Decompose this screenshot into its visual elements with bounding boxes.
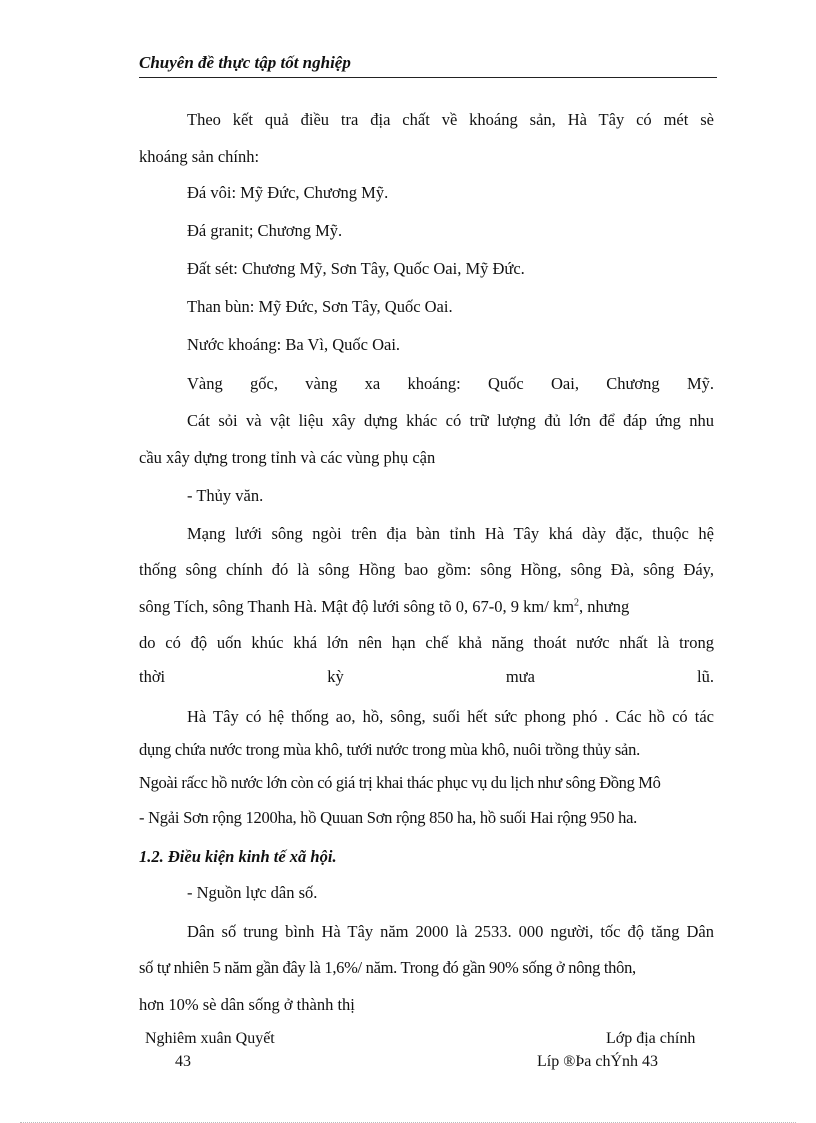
paragraph-line: cầu xây dựng trong tỉnh và các vùng phụ cận: [139, 448, 436, 467]
paragraph-line: dụng chứa nước trong mùa khô, tưới nước trong mùa khô, nuôi trồng thủy sản.: [139, 740, 640, 759]
mineral-item: Đá vôi: Mỹ Đức, Chương Mỹ.: [187, 183, 389, 202]
paragraph-line: Ngoài rấcc hồ nước lớn còn có giá trị khai thác phục vụ du lịch như sông Đồng Mô: [139, 773, 661, 792]
paragraph-line: - Ngải Sơn rộng 1200ha, hồ Quuan Sơn rộng 850 ha, hồ suối Hai rộng 950 ha.: [139, 808, 638, 827]
footer-code: Líp ®Þa chÝnh 43: [537, 1053, 659, 1070]
section-label: - Thủy văn.: [187, 486, 264, 505]
paragraph-line: Dân số trung bình Hà Tây năm 2000 là 2533. 000 người, tốc độ tăng Dân: [187, 922, 714, 941]
section-heading: 1.2. Điều kiện kinh tế xã hội.: [139, 847, 337, 866]
page-header: [139, 50, 717, 78]
paragraph-line: số tự nhiên 5 năm gần đây là 1,6%/ năm. Trong đó gần 90% sống ở nông thôn,: [139, 958, 636, 977]
section-label: - Nguồn lực dân số.: [187, 883, 318, 902]
paragraph-line: thống sông chính đó là sông Hồng bao gồm: sông Hồng, sông Đà, sông Đáy,: [139, 560, 714, 579]
mineral-item: Than bùn: Mỹ Đức, Sơn Tây, Quốc Oai.: [187, 297, 453, 316]
paragraph-line: Hà Tây có hệ thống ao, hồ, sông, suối hết sức phong phó . Các hồ có tác: [187, 707, 714, 726]
paragraph-line: Mạng lưới sông ngòi trên địa bàn tỉnh Hà Tây khá dày đặc, thuộc hệ: [187, 524, 714, 543]
footer-class: Lớp địa chính: [606, 1030, 696, 1047]
paragraph-line: hơn 10% sè dân sống ở thành thị: [139, 995, 355, 1014]
paragraph-line: khoáng sản chính:: [139, 147, 260, 166]
paragraph-line: do có độ uốn khúc khá lớn nên hạn chế khả năng thoát nước nhất là trong: [139, 633, 714, 652]
mineral-item: Vàng gốc, vàng xa khoáng: Quốc Oai, Chương Mỹ.: [187, 374, 714, 393]
paragraph-line: Theo kết quả điều tra địa chất về khoáng sản, Hà Tây có mét sè: [187, 110, 714, 129]
mineral-item: Nước khoáng: Ba Vì, Quốc Oai.: [187, 335, 401, 354]
header-title: Chuyên đề thực tập tốt nghiệp: [139, 53, 351, 72]
paragraph-line: thời kỳ mưa lũ.: [139, 667, 714, 686]
mineral-item: Đất sét: Chương Mỹ, Sơn Tây, Quốc Oai, Mỹ Đức.: [187, 259, 525, 278]
footer-author: Nghiêm xuân Quyết: [145, 1030, 275, 1047]
mineral-item: Đá granit; Chương Mỹ.: [187, 221, 343, 240]
paragraph-line: sông Tích, sông Thanh Hà. Mật độ lưới sông tõ 0, 67-0, 9 km/ $km^2$, nhưng: [139, 597, 630, 616]
paragraph-line: Cát sỏi và vật liệu xây dựng khác có trữ lượng đủ lớn để đáp ứng nhu: [187, 411, 714, 430]
footer-number: 43: [175, 1053, 191, 1070]
